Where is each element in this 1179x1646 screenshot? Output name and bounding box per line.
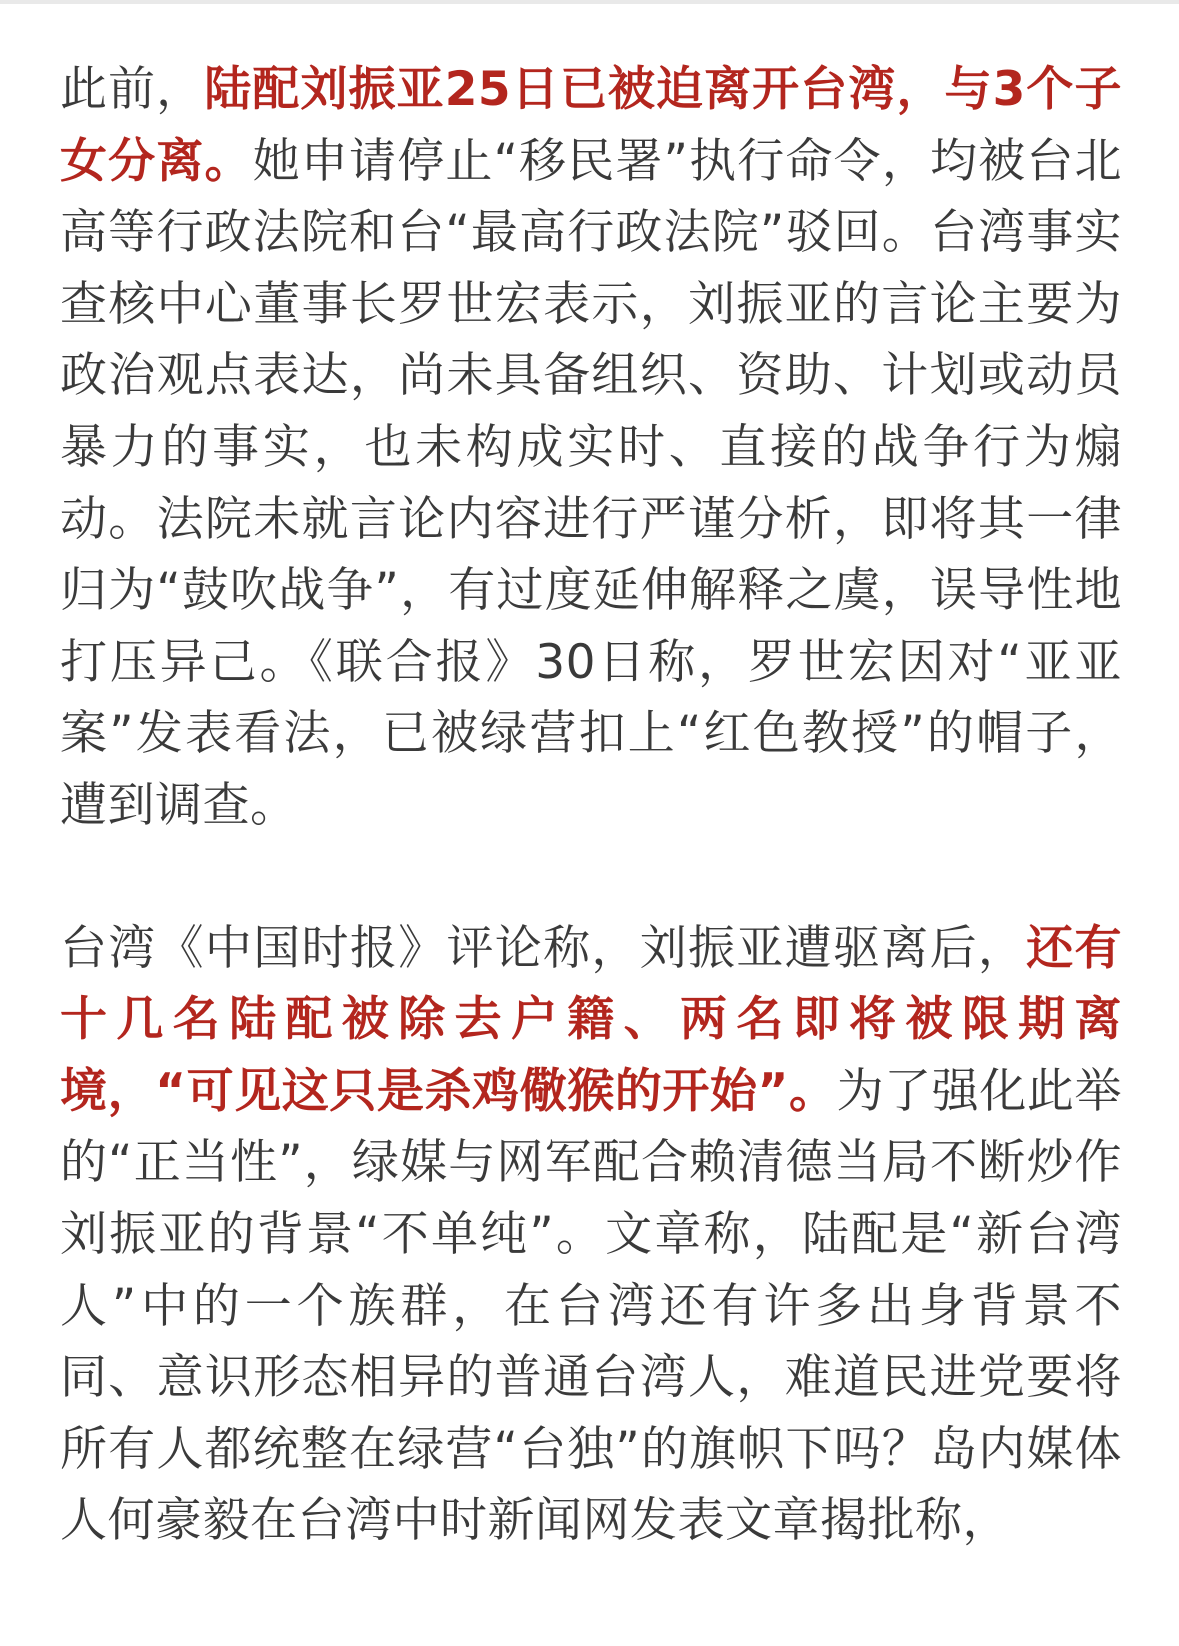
paragraph-1-body: 她申请停止“移民署”执行命令，均被台北高等行政法院和台“最高行政法院”驳回。台湾事实查核中心董事长罗世宏表示，刘振亚的言论主要为政治观点表达，尚未具备组织、资助、计划或动员暴力的事实，也未构成实时、直接的战争行为煽动。法院未就言论内容进行严谨分析，即将其一律归为“鼓吹战争”，有过度延伸解释之虞，误导性地打压异己。《联合报》30日称，罗世宏因对“亚亚案”发表看法，已被绿营扣上“红色教授”的帽子，遭到调查。 (60, 133, 1123, 833)
article-body (60, 54, 1122, 1557)
paragraph-2-intro: 台湾《中国时报》评论称，刘振亚遭驱离后， (60, 920, 1027, 976)
paragraph-1 (60, 54, 1122, 842)
paragraph-2-highlight: 还有十几名陆配被除去户籍、两名即将被限期离境，“可见这只是杀鸡儆猴的开始”。 (60, 920, 1123, 1119)
paragraph-2 (60, 913, 1122, 1557)
paragraph-1-highlight: 陆配刘振亚25日已被迫离开台湾，与3个子女分离。 (60, 62, 1123, 189)
paragraph-1-intro: 此前， (60, 62, 205, 117)
paragraph-2-body: 为了强化此举的“正当性”，绿媒与网军配合赖清德当局不断炒作刘振亚的背景“不单纯”。文章称，陆配是“新台湾人”中的一个族群，在台湾还有许多出身背景不同、意识形态相异的普通台湾人，难道民进党要将所有人都统整在绿营“台独”的旗帜下吗？岛内媒体人何豪毅在台湾中时新闻网发表文章揭批称， (60, 1063, 1122, 1549)
top-divider (0, 0, 1179, 4)
